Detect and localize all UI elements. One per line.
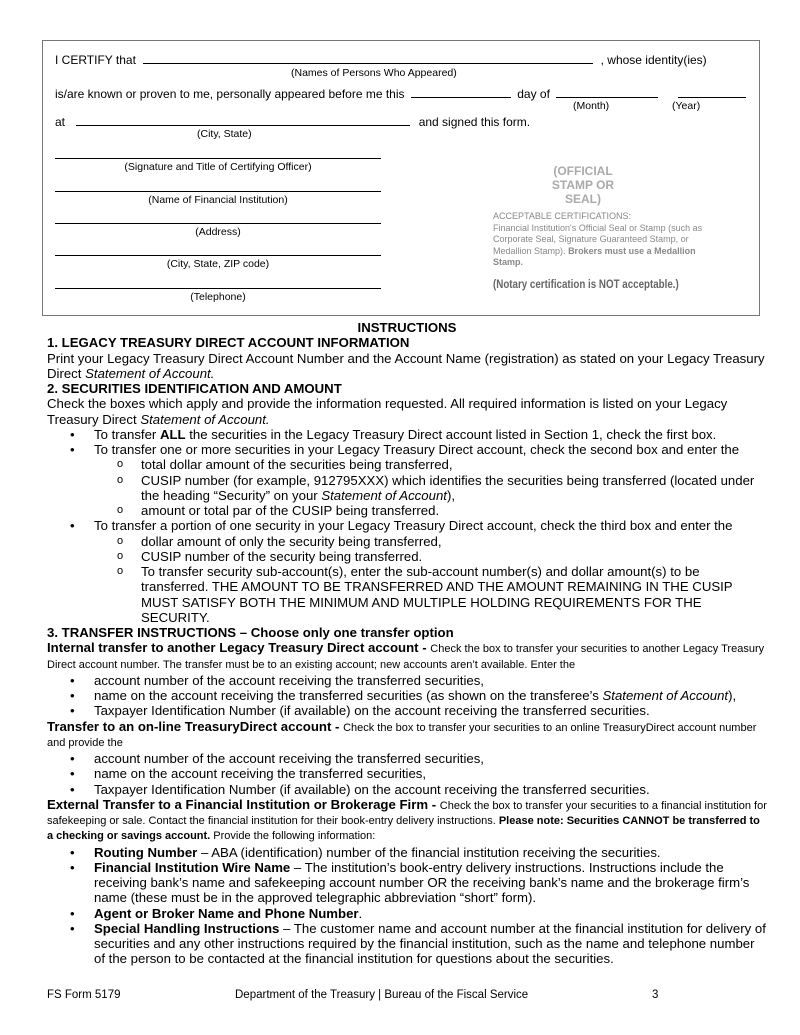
acceptable-text: Financial Institution's Official Seal or Stamp (such as Corporate Seal, Signature Guaranteed Stamp, or Medallion Stamp). [493, 222, 703, 256]
month-field[interactable] [556, 86, 658, 98]
day-field[interactable] [411, 86, 511, 98]
year-field[interactable] [678, 86, 746, 98]
sub-list-item: o CUSIP number (for example, 912795XXX) which identifies the securities being transferred (located under the heading “Security” on your Statement of Account), [47, 473, 767, 504]
list-item: • To transfer one or more securities in your Legacy Treasury Direct account, check the second box and enter the [47, 442, 767, 457]
list-item: • account number of the account receiving the transferred securities, [47, 673, 767, 688]
stamp-placeholder: (OFFICIAL STAMP OR SEAL) [551, 164, 615, 206]
list-item: • name on the account receiving the transferred securities (as shown on the transferee’s Statement of Account), [47, 688, 767, 703]
instructions-title: INSTRUCTIONS [357, 320, 457, 335]
online-transfer-text: Transfer to an on-line TreasuryDirect account - Check the box to transfer your securities to an online TreasuryDirect account number and provide the [47, 718, 757, 749]
page-number: 3 [652, 989, 659, 1001]
names-caption: (Names of Persons Who Appeared) [291, 67, 457, 79]
signature-caption: (Signature and Title of Certifying Officer) [124, 161, 312, 173]
list-item: • Routing Number – ABA (identification) number of the financial institution receiving the securities. [47, 845, 767, 860]
sub-list-item: o amount or total par of the CUSIP being transferred. [47, 503, 767, 518]
telephone-caption: (Telephone) [190, 291, 246, 303]
city-state-caption: (City, State) [197, 128, 252, 140]
sub-list-item: o CUSIP number of the security being transferred. [47, 549, 767, 564]
signed-label: and signed this form. [418, 115, 531, 129]
internal-transfer-text: Internal transfer to another Legacy Treasury Direct account - Check the box to transfer your securities to another Legacy Treasury Direct account number. The transfer must be to an existing account; new accounts aren’t available. Enter the [47, 640, 765, 671]
external-list [47, 845, 767, 967]
form-number: FS Form 5179 [47, 989, 121, 1001]
day-of-label: day of [517, 87, 550, 101]
address-caption: (Address) [195, 226, 241, 238]
certify-line [55, 52, 707, 67]
list-item: • name on the account receiving the transferred securities, [47, 766, 767, 781]
signature-field[interactable] [55, 158, 381, 159]
internal-list [47, 673, 767, 719]
section-2-list [47, 427, 767, 625]
sub-list-item: o To transfer security sub-account(s), enter the sub-account number(s) and dollar amount(s) to be transferred. THE AMOUNT TO BE TRANSFERRED AND THE AMOUNT REMAINING IN THE CUSIP MUST SATISFY BOTH THE MINIMUM AND MULTIPLE HOLDING REQUIREMENTS FOR THE SECURITY. [47, 564, 767, 625]
known-label: is/are known or proven to me, personally appeared before me this [55, 87, 405, 101]
known-line [55, 86, 746, 101]
acceptable-certifications [493, 211, 703, 269]
year-caption: (Year) [672, 100, 701, 112]
sub-list-item: o total dollar amount of the securities being transferred, [47, 457, 767, 472]
list-item: • Taxpayer Identification Number (if available) on the account receiving the transferred securities. [47, 703, 767, 718]
list-item: • To transfer a portion of one security in your Legacy Treasury Direct account, check the third box and enter the [47, 518, 767, 533]
section-2-heading: 2. SECURITIES IDENTIFICATION AND AMOUNT [47, 381, 342, 396]
acceptable-title: ACCEPTABLE CERTIFICATIONS: [493, 211, 632, 221]
list-item: • Taxpayer Identification Number (if available) on the account receiving the transferred securities. [47, 782, 767, 797]
certification-box [42, 40, 760, 316]
list-item: • To transfer ALL the securities in the Legacy Treasury Direct account listed in Section 1, check the first box. [47, 427, 767, 442]
city-zip-caption: (City, State, ZIP code) [166, 258, 270, 270]
list-item: • Agent or Broker Name and Phone Number. [47, 906, 767, 921]
list-item: • Financial Institution Wire Name – The institution’s book-entry delivery instructions. Instructions include the receiving bank’s name and safekeeping account number OR the receiving bank’s name and the brokerage firm’s name (these must be in the approved telegraphic abbreviation “short” form). [47, 860, 767, 906]
list-item: • Special Handling Instructions – The customer name and account number at the financial institution for delivery of securities and any other instructions required by the financial institution, such as the name and telephone number of the person to be contacted at the financial institution for questions about the securities. [47, 921, 767, 967]
section-3-heading: 3. TRANSFER INSTRUCTIONS – Choose only one transfer option [47, 625, 454, 640]
online-list [47, 751, 767, 797]
section-1-heading: 1. LEGACY TREASURY DIRECT ACCOUNT INFORMATION [47, 335, 410, 351]
section-2-text: Check the boxes which apply and provide the information requested. All required information is listed on your Legacy Treasury Direct Statement of Account. [47, 396, 728, 427]
institution-caption: (Name of Financial Institution) [148, 194, 288, 206]
list-item: • account number of the account receiving the transferred securities, [47, 751, 767, 766]
city-state-field[interactable] [76, 114, 410, 126]
names-field[interactable] [143, 52, 593, 64]
certify-label: I CERTIFY that [55, 53, 136, 67]
at-label: at [55, 115, 66, 129]
institution-field[interactable] [55, 191, 381, 192]
whose-label: , whose identity(ies) [600, 53, 707, 67]
at-line [55, 114, 530, 129]
sub-list-item: o dollar amount of only the security being transferred, [47, 534, 767, 549]
department: Department of the Treasury | Bureau of the Fiscal Service [235, 989, 529, 1001]
address-field[interactable] [55, 223, 381, 224]
notary-note: (Notary certification is NOT acceptable.) [493, 279, 679, 291]
telephone-field[interactable] [55, 288, 381, 289]
month-caption: (Month) [573, 100, 610, 112]
external-transfer-text: External Transfer to a Financial Institution or Brokerage Firm - Check the box to transfer your securities to a financial institution for safekeeping or sale. Contact the financial institution for their book-entry delivery instructions. Please note: Securities CANNOT be transferred to a checking or savings account. Provide the following information: [47, 796, 767, 843]
section-1-text: Print your Legacy Treasury Direct Account Number and the Account Name (registration) as stated on your Legacy Treasury Direct Statement of Account. [47, 350, 765, 381]
instructions [47, 320, 767, 967]
acceptable-bold: Brokers must use a Medallion Stamp. [493, 245, 696, 267]
city-zip-field[interactable] [55, 255, 381, 256]
